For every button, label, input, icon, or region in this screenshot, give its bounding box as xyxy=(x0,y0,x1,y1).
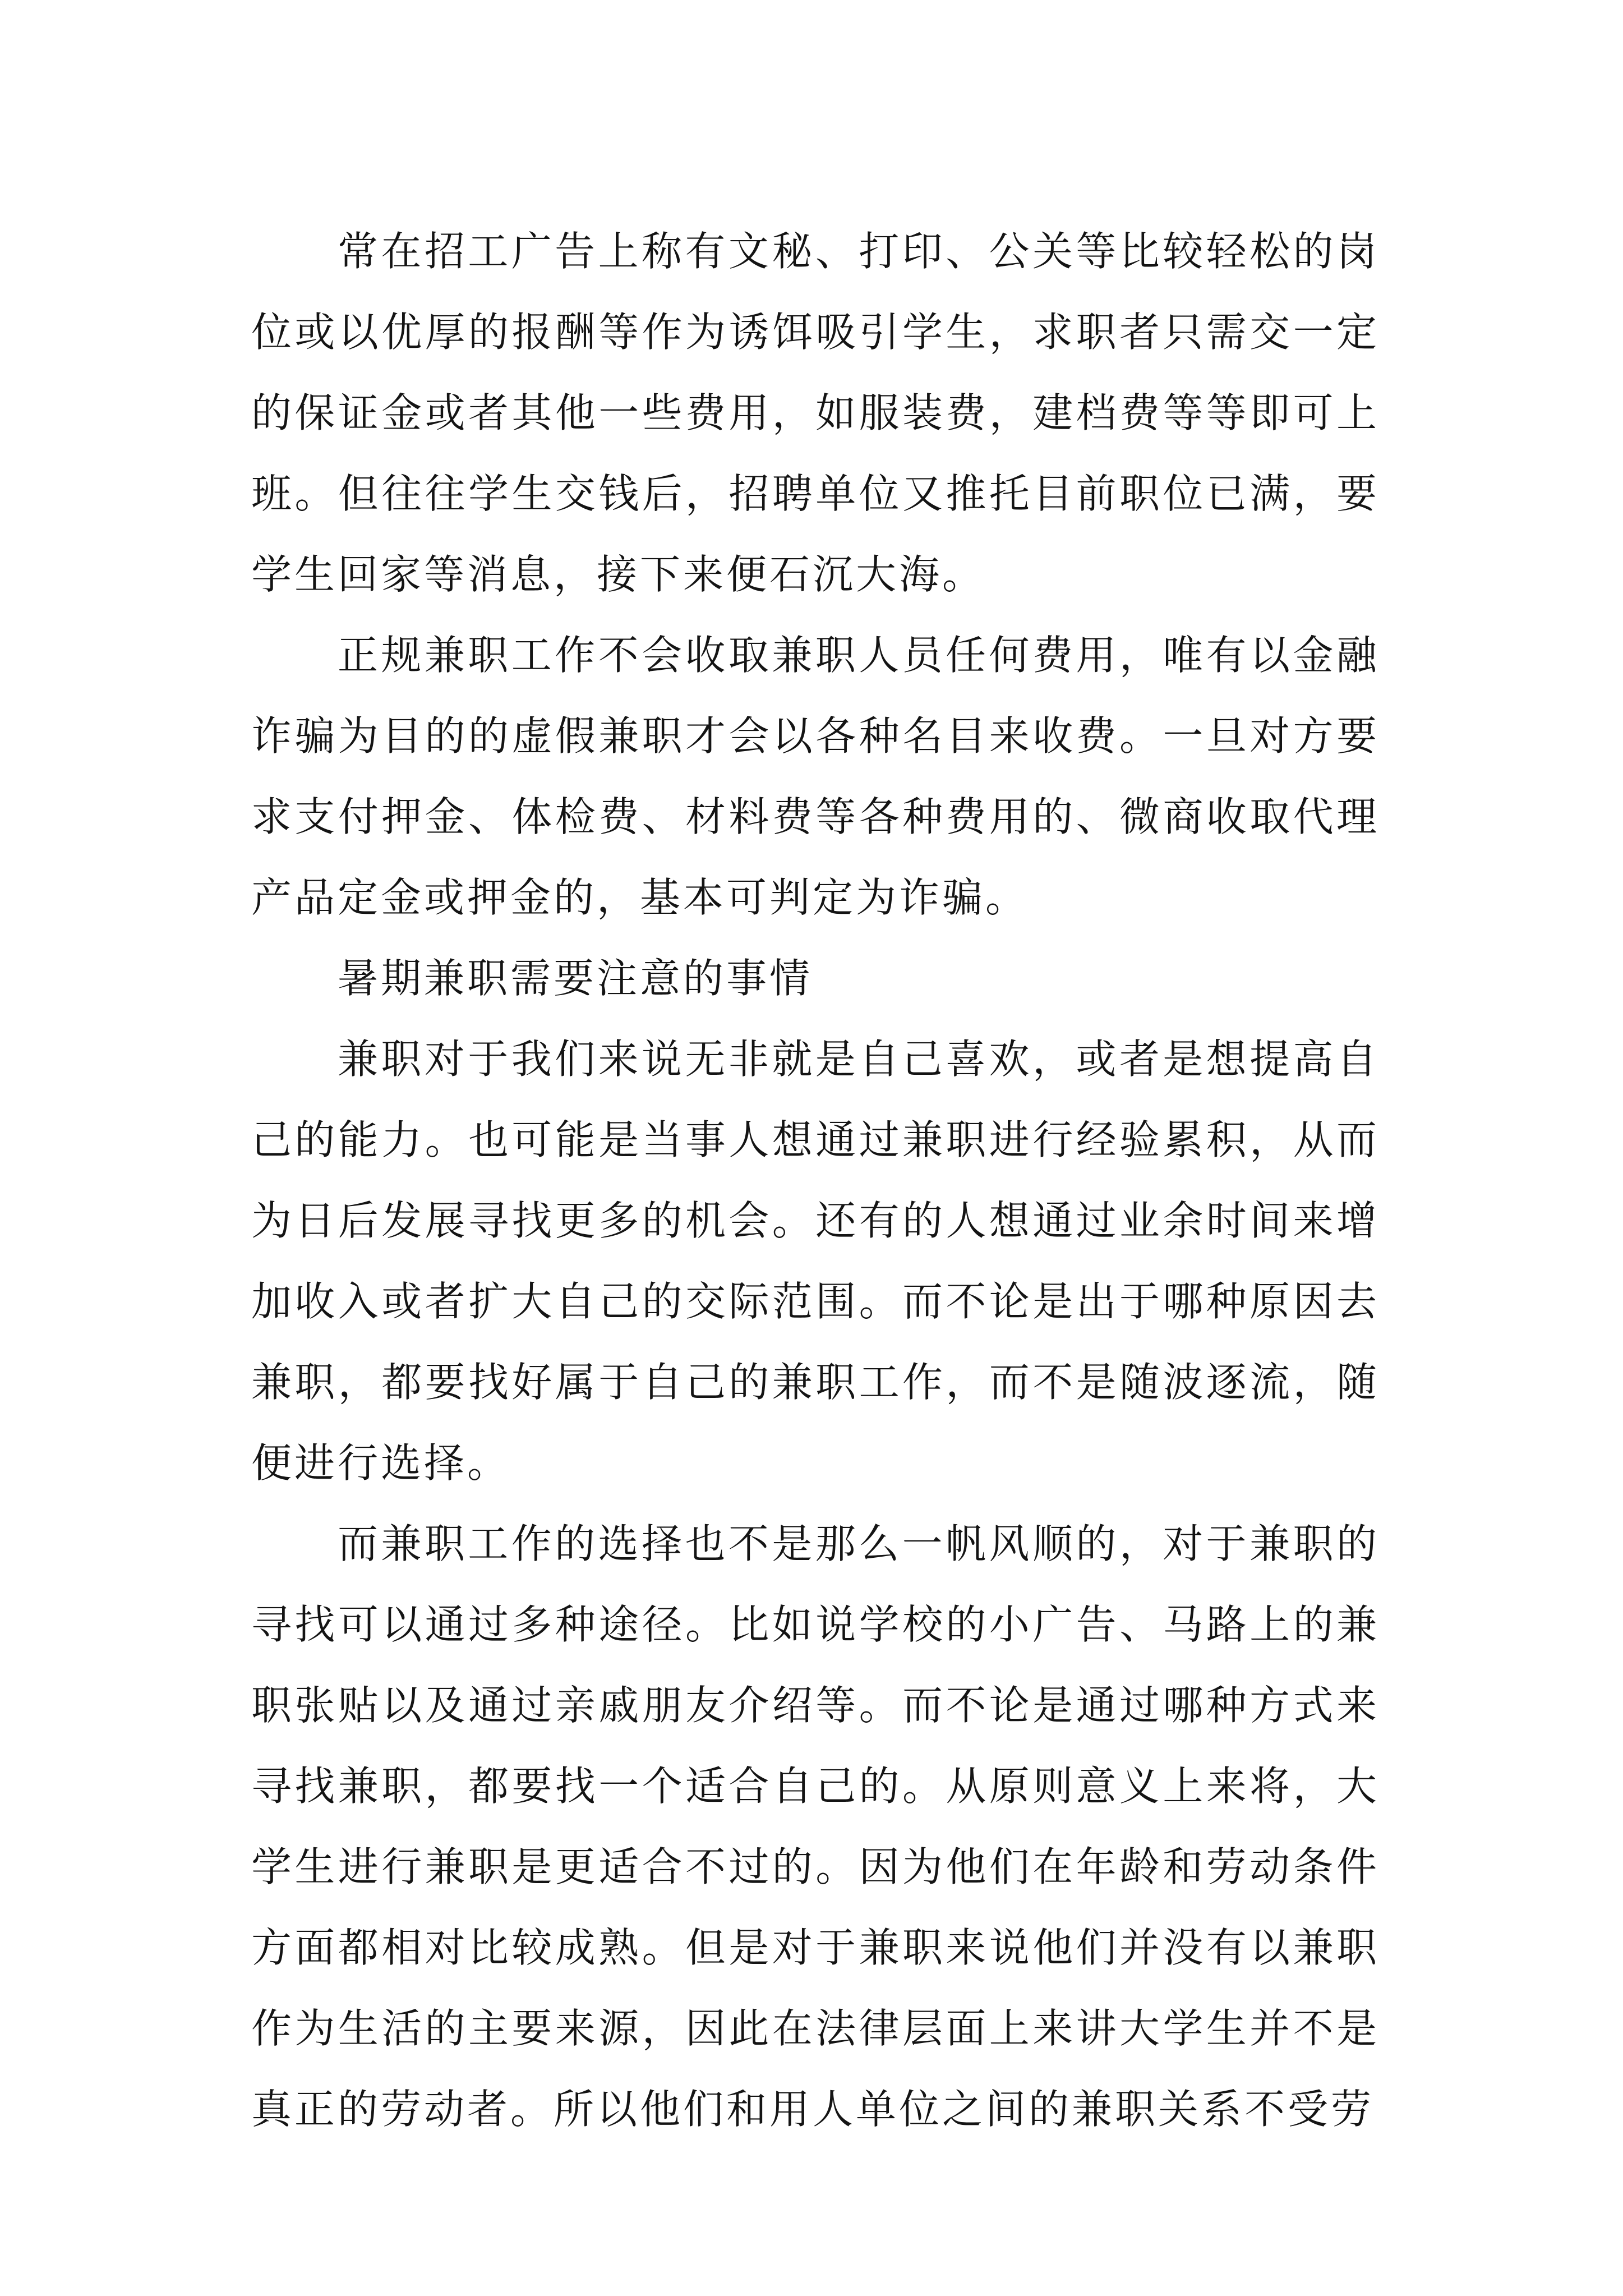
paragraph-3: 兼职对于我们来说无非就是自己喜欢，或者是想提高自己的能力。也可能是当事人想通过兼职进行经验累积，从而为日后发展寻找更多的机会。还有的人想通过业余时间来增加收入或者扩大自己的交际范围。而不论是出于哪种原因去兼职，都要找好属于自己的兼职工作，而不是随波逐流，随便进行选择。 xyxy=(251,1036,1380,1487)
paragraph-1: 常在招工广告上称有文秘、打印、公关等比较轻松的岗位或以优厚的报酬等作为诱饵吸引学生，求职者只需交一定的保证金或者其他一些费用，如服装费，建档费等等即可上班。但往往学生交钱后，招聘单位又推托目前职位已满，要学生回家等消息，接下来便石沉大海。 xyxy=(251,228,1380,598)
paragraph-2: 正规兼职工作不会收取兼职人员任何费用，唯有以金融诈骗为目的的虚假兼职才会以各种名目来收费。一旦对方要求支付押金、体检费、材料费等各种费用的、微商收取代理产品定金或押金的，基本可判定为诈骗。 xyxy=(251,632,1380,921)
document-body xyxy=(251,211,1380,2150)
paragraph-4: 而兼职工作的选择也不是那么一帆风顺的，对于兼职的寻找可以通过多种途径。比如说学校的小广告、马路上的兼职张贴以及通过亲戚朋友介绍等。而不论是通过哪种方式来寻找兼职，都要找一个适合自己的。从原则意义上来将，大学生进行兼职是更适合不过的。因为他们在年龄和劳动条件方面都相对比较成熟。但是对于兼职来说他们并没有以兼职作为生活的主要来源，因此在法律层面上来讲大学生并不是真正的劳动者。所以他们和用人单位之间的兼职关系不受劳 xyxy=(251,1520,1380,2133)
section-heading: 暑期兼职需要注意的事情 xyxy=(338,955,813,1002)
